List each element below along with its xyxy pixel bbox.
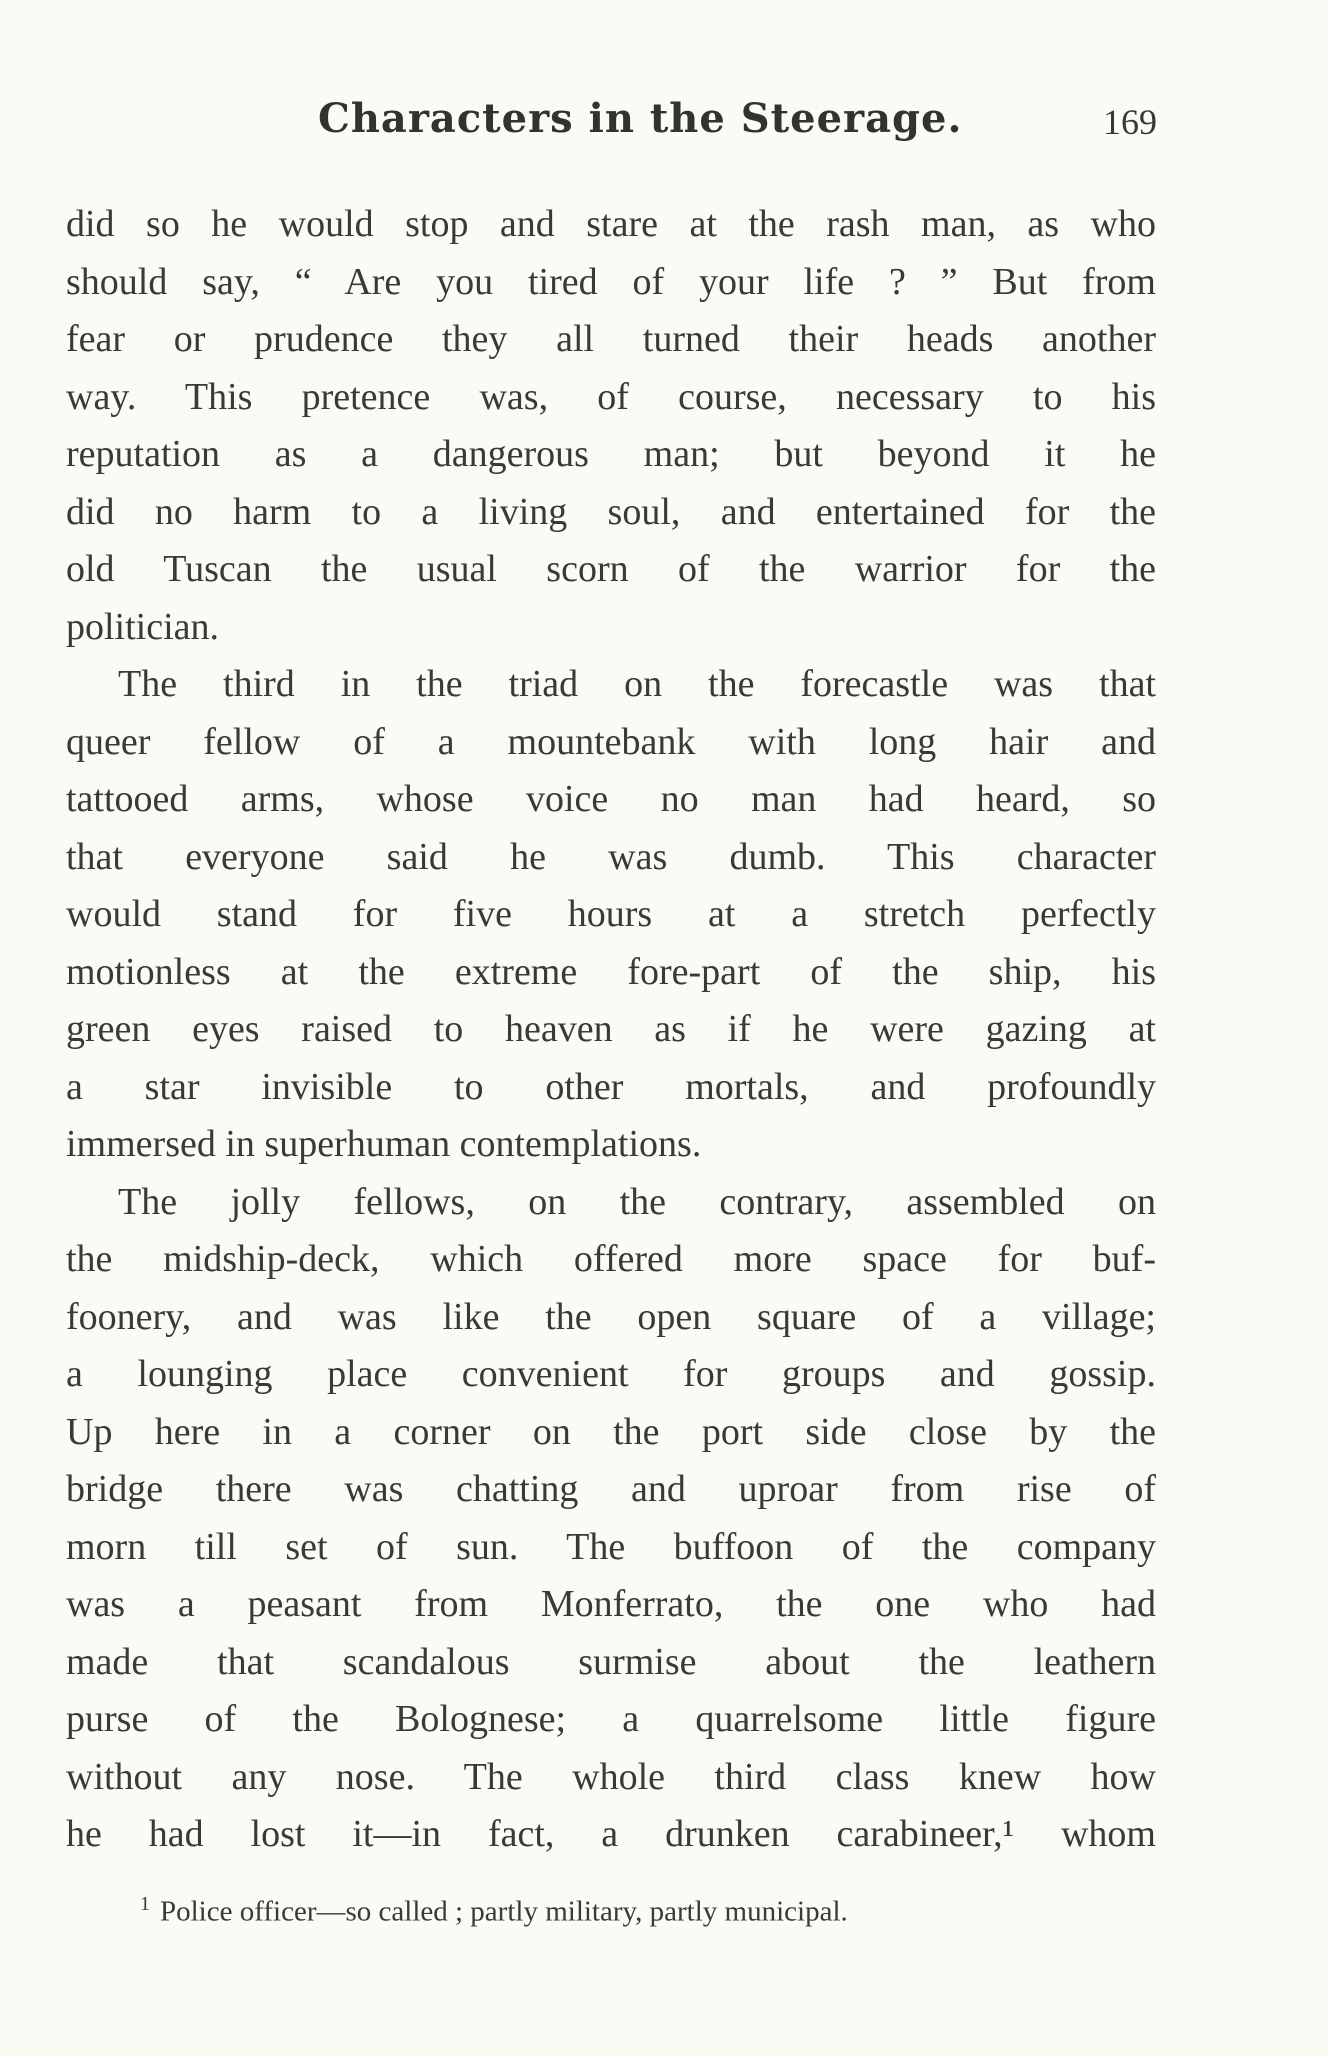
body-text: [66, 196, 1156, 1864]
text-line: fear or prudence they all turned their heads another: [66, 318, 1156, 360]
text-line: did so he would stop and stare at the rash man, as who: [66, 203, 1156, 245]
text-line: way. This pretence was, of course, necessary to his: [66, 375, 1156, 418]
footnote: [140, 1886, 1100, 1930]
text-line: motionless at the extreme fore-part of the ship, his: [66, 950, 1156, 993]
text-line: without any nose. The whole third class knew how: [66, 1755, 1156, 1798]
running-title: Characters in the Steerage.: [318, 95, 963, 142]
text-line: he had lost it—in fact, a drunken carabineer,¹ whom: [66, 1813, 1156, 1855]
text-line: bridge there was chatting and uproar from rise of: [66, 1468, 1156, 1510]
text-line: green eyes raised to heaven as if he were gazing at: [66, 1008, 1156, 1050]
text-line: reputation as a dangerous man; but beyond it he: [66, 433, 1156, 475]
running-header: [0, 95, 1328, 155]
text-line: old Tuscan the usual scorn of the warrior for the: [66, 548, 1156, 590]
text-line: morn till set of sun. The buffoon of the company: [66, 1525, 1156, 1568]
text-line: purse of the Bolognese; a quarrelsome little figure: [66, 1698, 1156, 1740]
text-line: tattooed arms, whose voice no man had heard, so: [66, 778, 1156, 820]
footnote-text: Police officer—so called ; partly military, partly municipal.: [160, 1895, 848, 1928]
text-line: was a peasant from Monferrato, the one who had: [66, 1583, 1156, 1625]
text-line: foonery, and was like the open square of a village;: [66, 1295, 1156, 1338]
paragraph-start-line: The jolly fellows, on the contrary, assembled on: [118, 1180, 1156, 1223]
text-line: the midship-deck, which offered more space for buf-: [66, 1238, 1156, 1280]
text-line: queer fellow of a mountebank with long hair and: [66, 720, 1156, 763]
text-line: should say, “ Are you tired of your life ? ” But from: [66, 260, 1156, 303]
text-line: would stand for five hours at a stretch perfectly: [66, 893, 1156, 935]
paragraph-start-line: The third in the triad on the forecastle was that: [118, 663, 1156, 705]
text-line: a star invisible to other mortals, and profoundly: [66, 1065, 1156, 1108]
text-line: Up here in a corner on the port side close by the: [66, 1410, 1156, 1453]
text-line: that everyone said he was dumb. This character: [66, 835, 1156, 878]
text-line: made that scandalous surmise about the leathern: [66, 1640, 1156, 1683]
text-line: immersed in superhuman contemplations.: [66, 1123, 702, 1165]
footnote-marker: 1: [140, 1893, 150, 1915]
text-line: a lounging place convenient for groups and gossip.: [66, 1353, 1156, 1395]
text-line: did no harm to a living soul, and entertained for the: [66, 490, 1156, 533]
page-number: 169: [1103, 102, 1157, 142]
text-line: politician.: [66, 605, 220, 648]
